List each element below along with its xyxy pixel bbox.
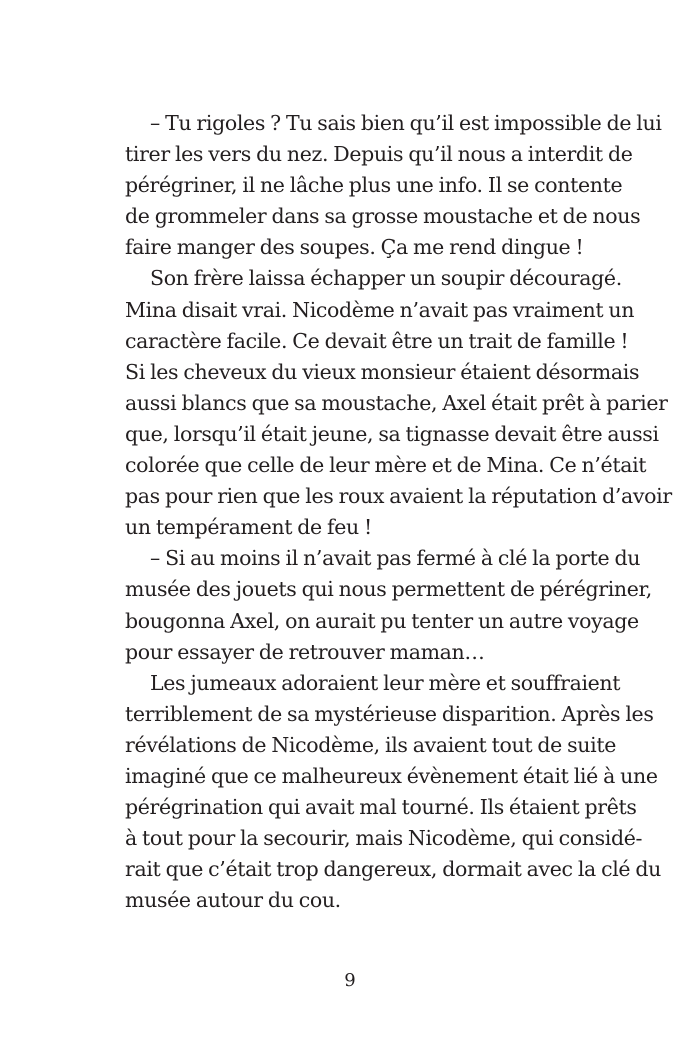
text-line: pas pour rien que les roux avaient la réputation d’avoir (125, 484, 672, 509)
paragraph-2 (125, 263, 672, 543)
text-line: bougonna Axel, on aurait pu tenter un autre voyage (125, 608, 639, 633)
page-number: 9 (344, 970, 356, 991)
text-line: Les jumeaux adoraient leur mère et souffraient (150, 670, 621, 695)
text-line: rait que c’était trop dangereux, dormait avec la clé du (125, 857, 661, 882)
text-line: aussi blancs que sa moustache, Axel était prêt à parier (125, 390, 668, 415)
text-line: pérégrination qui avait mal tourné. Ils étaient prêts (125, 795, 637, 820)
text-line: pour essayer de retrouver maman… (125, 639, 485, 664)
text-line: – Tu rigoles ? Tu sais bien qu’il est impossible de lui (150, 111, 662, 135)
text-line: révélations de Nicodème, ils avaient tout de suite (125, 732, 617, 757)
text-line: que, lorsqu’il était jeune, sa tignasse devait être aussi (125, 421, 659, 446)
text-line: Si les cheveux du vieux monsieur étaient désormais (125, 359, 640, 384)
text-line: faire manger des soupes. Ça me rend dingue ! (125, 235, 584, 260)
text-line: musée des jouets qui nous permettent de pérégriner, (125, 577, 652, 602)
page-body (125, 108, 672, 916)
text-line: de grommeler dans sa grosse moustache et de nous (125, 204, 641, 229)
text-line: Son frère laissa échapper un soupir découragé. (150, 266, 622, 291)
paragraph-1 (125, 108, 662, 263)
text-line: à tout pour la secourir, mais Nicodème, qui considé- (125, 826, 643, 851)
text-line: musée autour du cou. (125, 888, 341, 913)
paragraph-4 (125, 668, 661, 917)
text-line: imaginé que ce malheureux évènement était lié à une (125, 763, 658, 788)
text-line: pérégriner, il ne lâche plus une info. Il se contente (125, 173, 623, 198)
text-line: caractère facile. Ce devait être un trait de famille ! (125, 328, 629, 353)
text-line: Mina disait vrai. Nicodème n’avait pas vraiment un (125, 297, 635, 322)
text-line: un tempérament de feu ! (125, 515, 372, 540)
text-line: colorée que celle de leur mère et de Mina. Ce n’était (125, 453, 647, 478)
text-line: terriblement de sa mystérieuse disparition. Après les (125, 701, 654, 726)
paragraph-3 (125, 543, 652, 667)
text-line: tirer les vers du nez. Depuis qu’il nous a interdit de (125, 142, 633, 167)
text-line: – Si au moins il n’avait pas fermé à clé la porte du (150, 546, 641, 571)
